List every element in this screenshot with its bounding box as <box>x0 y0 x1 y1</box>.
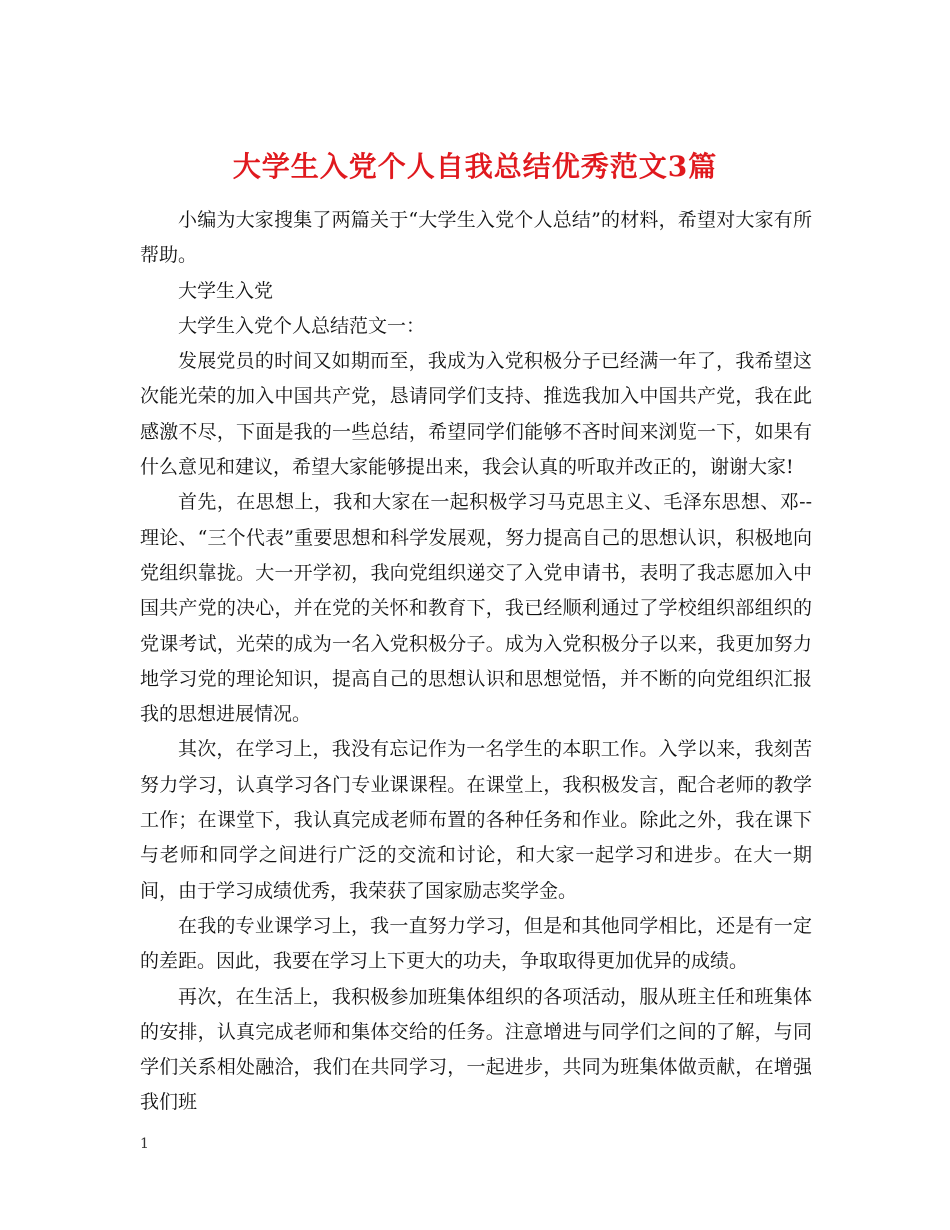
page-number: 1 <box>140 1136 149 1152</box>
document-body <box>140 203 812 1121</box>
paragraph-life: 再次，在生活上，我积极参加班集体组织的各项活动，服从班主任和班集体的安排，认真完成老师和集体交给的任务。注意增进与同学们之间的了解，与同学们关系相处融洽，我们在共同学习，一起进步，共同为班集体做贡献，在增强我们班 <box>140 985 812 1114</box>
paragraph-study: 其次，在学习上，我没有忘记作为一名学生的本职工作。入学以来，我刻苦努力学习，认真学习各门专业课课程。在课堂上，我积极发言，配合老师的教学工作；在课堂下，我认真完成老师布置的各种任务和作业。除此之外，我在课下与老师和同学之间进行广泛的交流和讨论，和大家一起学习和进步。在大一期间，由于学习成绩优秀，我荣获了国家励志奖学金。 <box>140 738 812 902</box>
paragraph-heading: 大学生入党 <box>178 279 274 302</box>
document-title: 大学生入党个人自我总结优秀范文3篇 <box>232 149 718 183</box>
paragraph-subheading: 大学生入党个人总结范文一： <box>178 314 426 337</box>
paragraph-opening: 发展党员的时间又如期而至，我成为入党积极分子已经满一年了，我希望这次能光荣的加入中国共产党，恳请同学们支持、推选我加入中国共产党，我在此感激不尽，下面是我的一些总结，希望同学们能够不吝时间来浏览一下，如果有什么意见和建议，希望大家能够提出来，我会认真的听取并改正的，谢谢大家! <box>140 350 812 479</box>
paragraph-thought: 首先，在思想上，我和大家在一起积极学习马克思主义、毛泽东思想、邓--理论、“三个代表”重要思想和科学发展观，努力提高自己的思想认识，积极地向党组织靠拢。大一开学初，我向党组织递交了入党申请书，表明了我志愿加入中国共产党的决心，并在党的关怀和教育下，我已经顺利通过了学校组织部组织的党课考试，光荣的成为一名入党积极分子。成为入党积极分子以来，我更加努力地学习党的理论知识，提高自己的思想认识和思想觉悟，并不断的向党组织汇报我的思想进展情况。 <box>140 491 812 726</box>
paragraph-intro: 小编为大家搜集了两篇关于“大学生入党个人总结”的材料，希望对大家有所帮助。 <box>140 209 812 267</box>
paragraph-major-study: 在我的专业课学习上，我一直努力学习，但是和其他同学相比，还是有一定的差距。因此，我要在学习上下更大的功夫，争取取得更加优异的成绩。 <box>140 914 812 973</box>
